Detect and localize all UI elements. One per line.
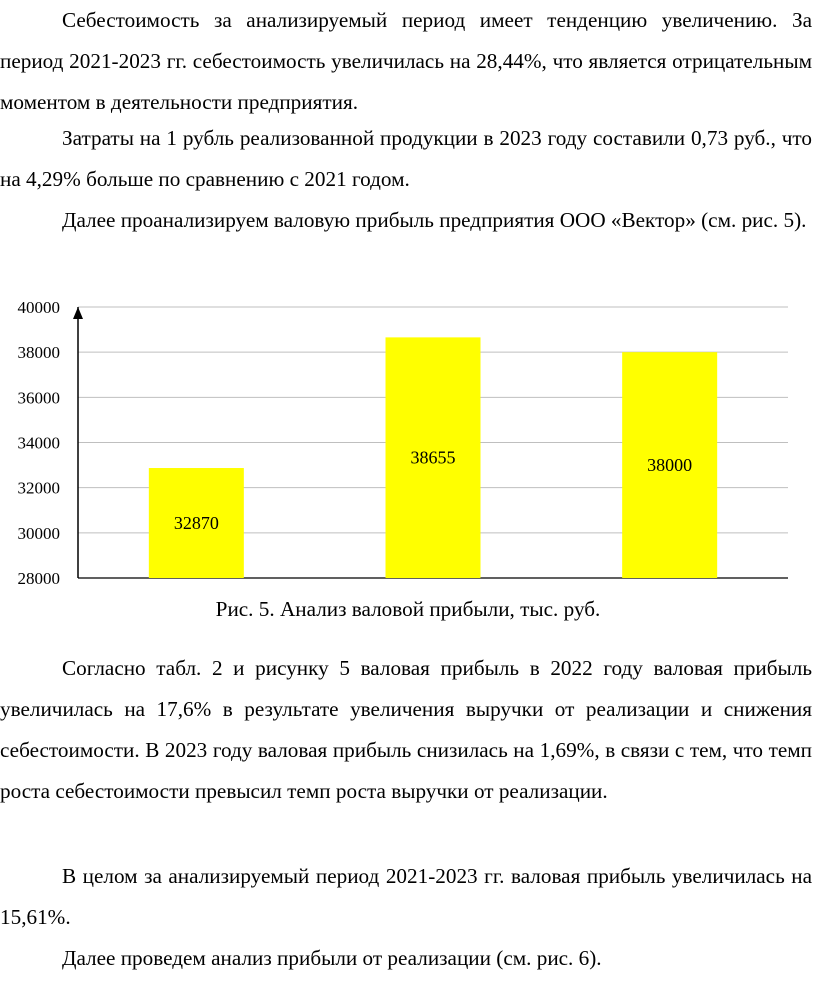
y-tick-label: 30000 bbox=[17, 523, 60, 543]
paragraph-cost-per-ruble: Затраты на 1 рубль реализованной продукции в 2023 году составили 0,73 руб., что на 4,29% больше по сравнению с 2021 годом. bbox=[0, 126, 812, 191]
bar-data-label: 32870 bbox=[173, 513, 219, 534]
gross-profit-bar-chart bbox=[0, 290, 816, 590]
paragraph-gross-profit-analysis: Согласно табл. 2 и рисунку 5 валовая прибыль в 2022 году валовая прибыль увеличилась на 17,6% в результате увеличения выручки от реализации и снижения себестоимости. В 2023 году валовая прибыль снизилась на 1,69%, в связи с тем, что темп роста себестоимости превысил темп роста выручки от реализации. bbox=[0, 656, 812, 803]
bar-data-label: 38655 bbox=[410, 447, 456, 468]
y-tick-label: 38000 bbox=[17, 343, 60, 363]
chart-y-tick-labels bbox=[18, 298, 61, 588]
paragraph-next-analysis: Далее проведем анализ прибыли от реализации (см. рис. 6). bbox=[62, 946, 602, 970]
bar-data-label: 38000 bbox=[647, 455, 693, 476]
paragraph-gross-profit-intro: Далее проанализируем валовую прибыль предприятия ООО «Вектор» (см. рис. 5). bbox=[62, 208, 807, 232]
paragraph-cost-trend: Себестоимость за анализируемый период имеет тенденцию увеличению. За период 2021-2023 гг. себестоимость увеличилась на 28,44%, что является отрицательным моментом в деятельности предприятия. bbox=[0, 8, 812, 114]
paragraph-gross-profit-total: В целом за анализируемый период 2021-2023 гг. валовая прибыль увеличилась на 15,61%. bbox=[0, 864, 812, 929]
y-tick-label: 40000 bbox=[17, 298, 60, 317]
y-tick-label: 36000 bbox=[17, 388, 60, 408]
y-tick-label: 34000 bbox=[17, 433, 60, 453]
y-tick-label: 28000 bbox=[17, 569, 60, 588]
y-axis-arrow-icon bbox=[73, 307, 83, 319]
figure-caption: Рис. 5. Анализ валовой прибыли, тыс. руб. bbox=[215, 597, 601, 621]
y-tick-label: 32000 bbox=[17, 478, 60, 498]
